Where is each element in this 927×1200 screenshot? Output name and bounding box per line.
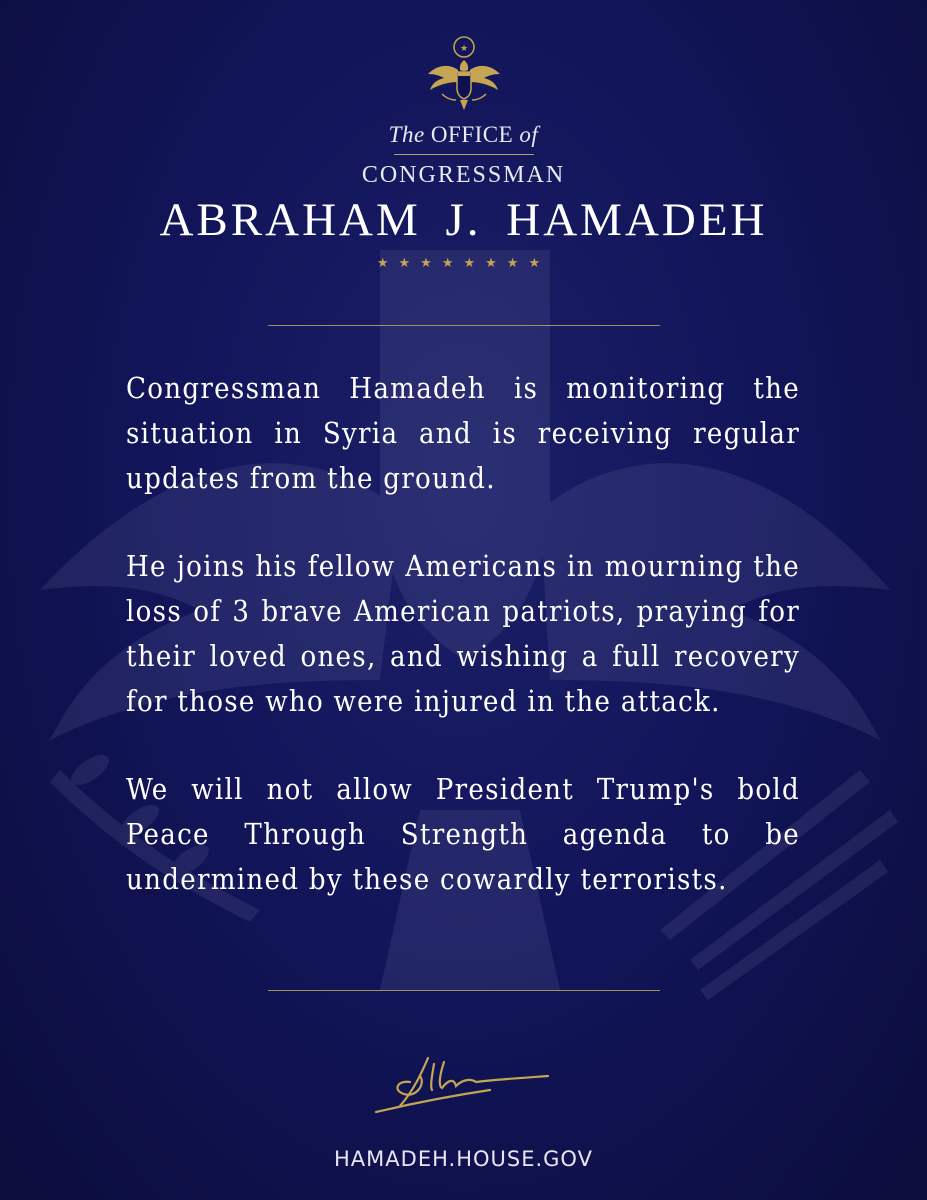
- signature-icon: [370, 1050, 555, 1120]
- office-suffix: of: [519, 122, 539, 147]
- divider-top: [268, 325, 660, 326]
- title-congressman: CONGRESSMAN: [361, 162, 566, 188]
- statement-body: [126, 366, 800, 945]
- svg-text:★: ★: [459, 44, 469, 54]
- website-link[interactable]: HAMADEH.HOUSE.GOV: [334, 1147, 593, 1171]
- office-underline: [394, 154, 534, 155]
- office-line: [0, 122, 927, 148]
- statement-paragraph: We will not allow President Trump's bold Peace Through Strength agenda to be undermined by these cowardly terrorists.: [126, 772, 800, 896]
- statement-paragraph: He joins his fellow Americans in mourning the loss of 3 brave American patriots, praying for their loved ones, and wishing a full recovery for those who were injured in the attack.: [126, 549, 800, 718]
- eagle-seal-icon: [424, 34, 504, 114]
- office-prefix: The: [388, 122, 425, 147]
- star-row: ★★★★★★★★: [376, 256, 551, 271]
- statement-paragraph: Congressman Hamadeh is monitoring the situation in Syria and is receiving regular updates from the ground.: [126, 371, 800, 495]
- divider-bottom: [268, 990, 660, 991]
- congressman-name: ABRAHAM J. HAMADEH: [159, 194, 768, 246]
- office-word: OFFICE: [430, 122, 514, 147]
